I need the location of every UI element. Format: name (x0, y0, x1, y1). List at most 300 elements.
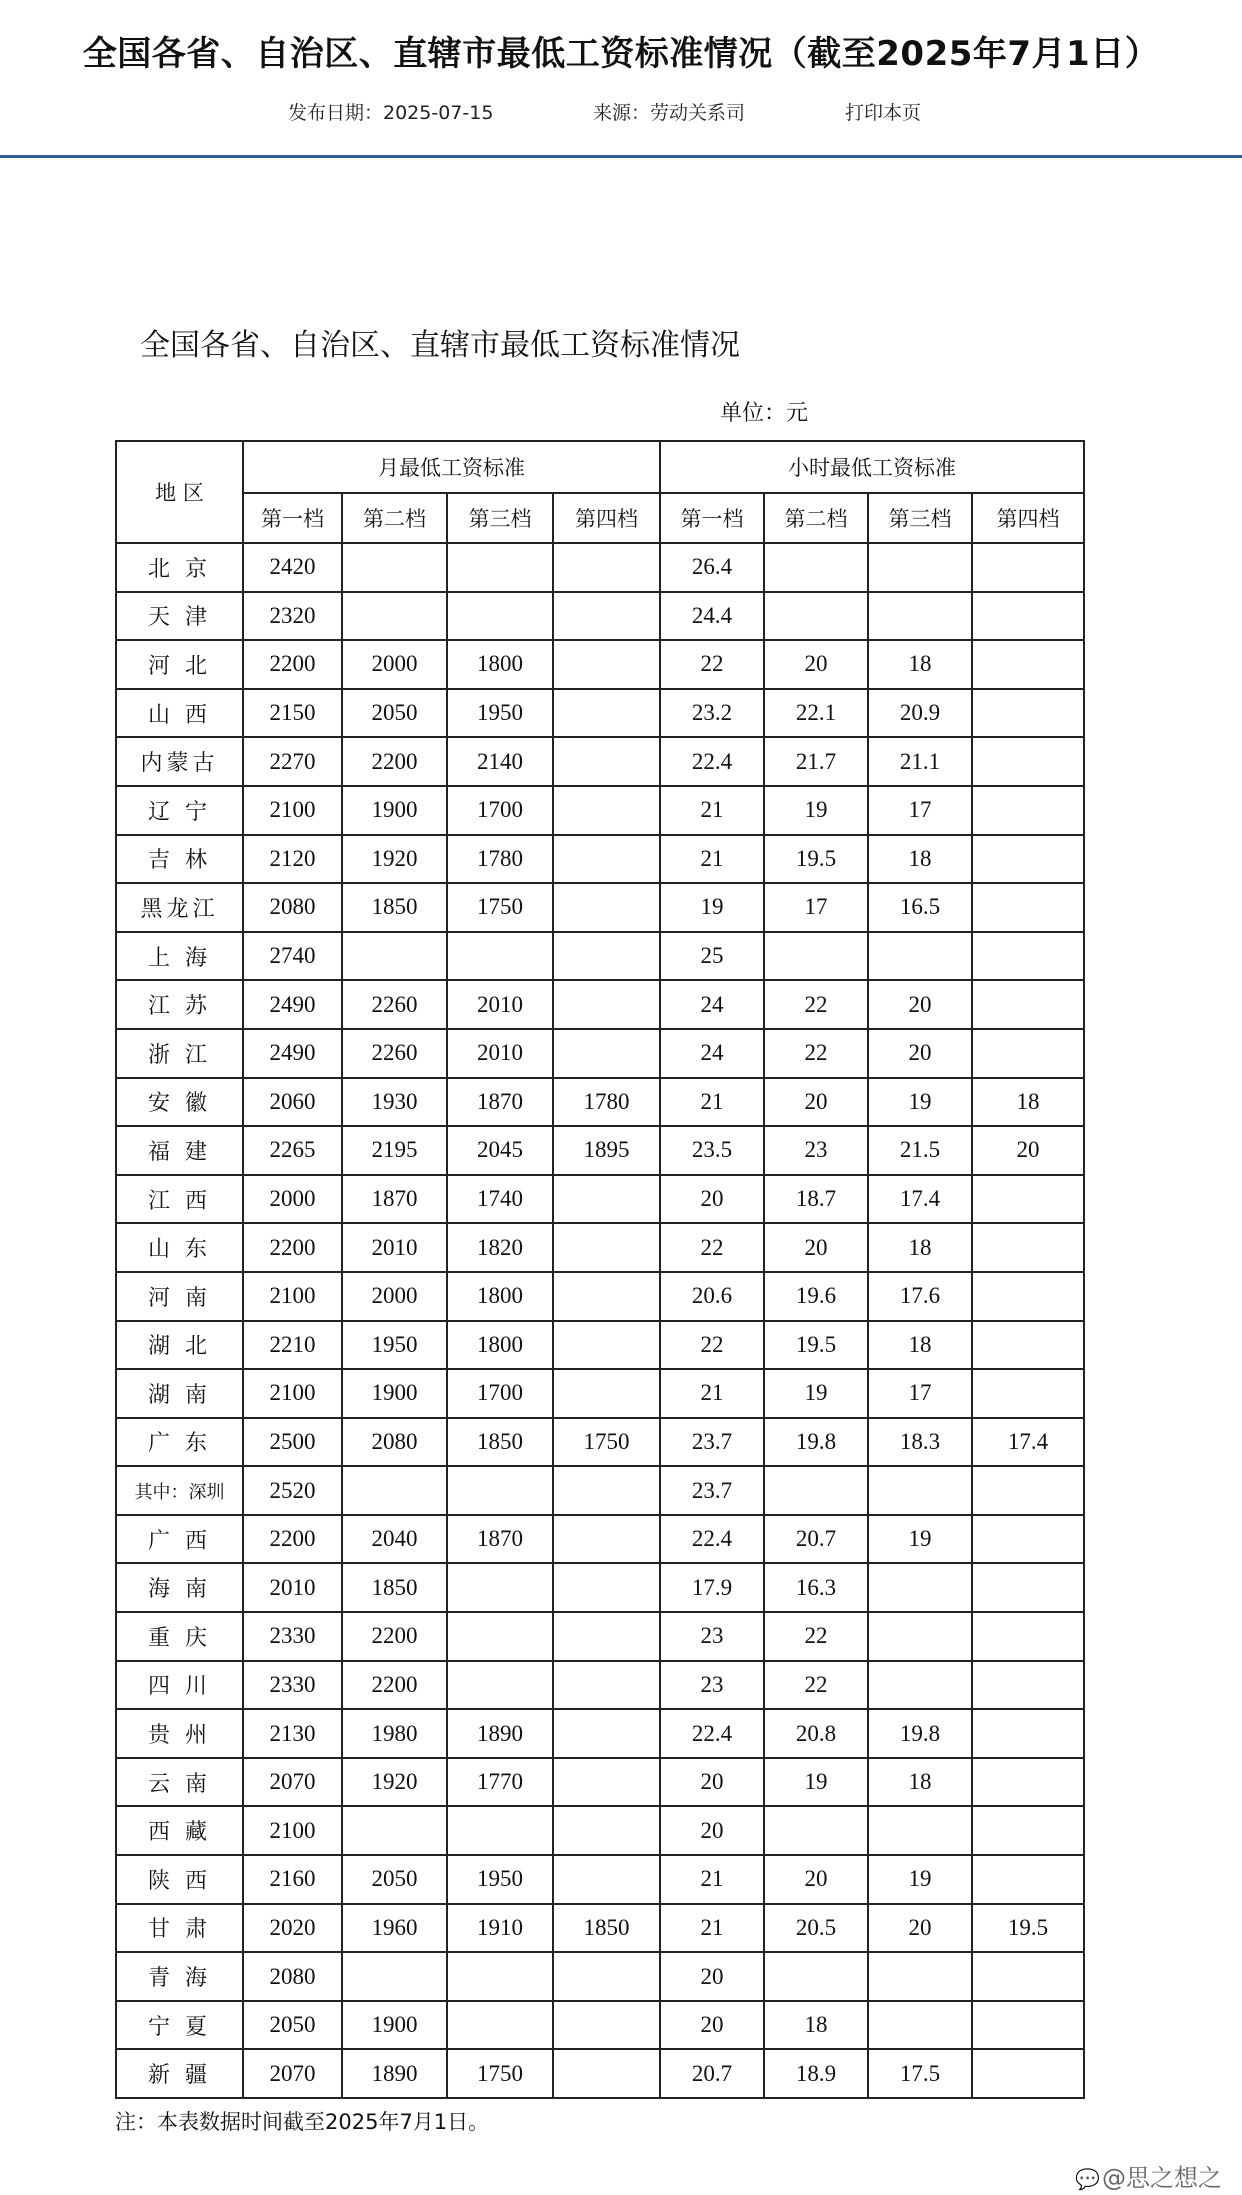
hourly-wage-cell (764, 1952, 868, 2001)
monthly-wage-cell: 2270 (243, 737, 342, 786)
hourly-wage-cell (972, 932, 1084, 981)
table-row (116, 737, 1084, 786)
monthly-wage-cell: 2000 (342, 640, 447, 689)
monthly-wage-cell (447, 1661, 553, 1710)
unit-label: 单位：元 (720, 401, 809, 426)
monthly-wage-cell (553, 2001, 660, 2050)
hourly-wage-cell (972, 1758, 1084, 1807)
hourly-wage-cell: 23 (660, 1612, 764, 1661)
monthly-wage-cell (447, 1466, 553, 1515)
hourly-wage-cell: 18 (868, 1758, 972, 1807)
region-cell: 上 海 (116, 932, 243, 981)
monthly-wage-cell: 2010 (243, 1563, 342, 1612)
monthly-wage-cell: 2080 (243, 1952, 342, 2001)
table-row (116, 1952, 1084, 2001)
region-cell: 江 西 (116, 1175, 243, 1224)
region-cell: 重 庆 (116, 1612, 243, 1661)
monthly-wage-cell (553, 2049, 660, 2098)
hourly-wage-cell: 21 (660, 835, 764, 884)
hourly-tier-3: 第三档 (868, 493, 972, 543)
monthly-wage-cell (553, 1612, 660, 1661)
monthly-wage-cell: 2045 (447, 1126, 553, 1175)
hourly-wage-cell (972, 737, 1084, 786)
hourly-wage-cell: 23.7 (660, 1466, 764, 1515)
region-cell: 安 徽 (116, 1078, 243, 1127)
region-cell: 内蒙古 (116, 737, 243, 786)
monthly-wage-cell: 2100 (243, 1272, 342, 1321)
hourly-wage-cell (764, 543, 868, 592)
monthly-wage-cell (447, 1612, 553, 1661)
monthly-wage-cell (553, 1272, 660, 1321)
table-row (116, 1078, 1084, 1127)
publish-date: 发布日期：2025-07-15 (288, 102, 494, 124)
hourly-wage-cell: 24.4 (660, 592, 764, 641)
monthly-wage-cell: 1800 (447, 1321, 553, 1370)
monthly-wage-cell: 2050 (243, 2001, 342, 2050)
hourly-wage-cell (972, 1515, 1084, 1564)
region-cell: 新 疆 (116, 2049, 243, 2098)
hourly-wage-cell: 16.3 (764, 1563, 868, 1612)
table-row (116, 592, 1084, 641)
hourly-wage-cell (868, 1563, 972, 1612)
table-row (116, 1612, 1084, 1661)
hourly-wage-cell: 22.4 (660, 737, 764, 786)
hourly-wage-cell: 21.5 (868, 1126, 972, 1175)
hourly-wage-cell (764, 932, 868, 981)
region-cell: 黑龙江 (116, 883, 243, 932)
monthly-wage-cell: 1950 (447, 689, 553, 738)
hourly-wage-cell (972, 1661, 1084, 1710)
table-row (116, 1806, 1084, 1855)
hourly-tier-4: 第四档 (972, 493, 1084, 543)
region-cell: 湖 南 (116, 1369, 243, 1418)
monthly-wage-cell: 1950 (342, 1321, 447, 1370)
hourly-wage-cell (972, 1223, 1084, 1272)
hourly-wage-cell: 17 (868, 786, 972, 835)
hourly-wage-cell: 19 (868, 1855, 972, 1904)
region-cell: 其中：深圳 (116, 1466, 243, 1515)
minimum-wage-table (115, 440, 1085, 2099)
tier-header-row (116, 493, 1084, 543)
monthly-wage-cell: 1740 (447, 1175, 553, 1224)
table-row (116, 1126, 1084, 1175)
table-row (116, 1369, 1084, 1418)
monthly-wage-cell (553, 1855, 660, 1904)
hourly-wage-cell: 17.4 (868, 1175, 972, 1224)
hourly-wage-cell: 20 (660, 1758, 764, 1807)
table-row (116, 2049, 1084, 2098)
monthly-wage-cell: 2265 (243, 1126, 342, 1175)
monthly-wage-cell: 1920 (342, 835, 447, 884)
monthly-tier-3: 第三档 (447, 493, 553, 543)
hourly-wage-cell: 20.6 (660, 1272, 764, 1321)
hourly-wage-cell: 22 (660, 1321, 764, 1370)
hourly-wage-cell (972, 1321, 1084, 1370)
hourly-wage-cell (972, 1272, 1084, 1321)
hourly-wage-cell: 24 (660, 980, 764, 1029)
monthly-wage-cell (553, 1466, 660, 1515)
monthly-wage-cell: 1750 (447, 883, 553, 932)
page-header (0, 0, 1242, 158)
monthly-wage-cell (553, 592, 660, 641)
hourly-wage-cell (868, 1612, 972, 1661)
hourly-wage-cell: 22 (764, 1612, 868, 1661)
hourly-wage-cell: 20.8 (764, 1709, 868, 1758)
hourly-wage-cell (868, 1661, 972, 1710)
hourly-wage-cell: 20 (660, 2001, 764, 2050)
monthly-wage-cell (553, 1369, 660, 1418)
monthly-wage-cell (342, 1952, 447, 2001)
monthly-wage-cell: 2260 (342, 1029, 447, 1078)
hourly-wage-cell (972, 835, 1084, 884)
hourly-wage-cell: 17.5 (868, 2049, 972, 2098)
table-body (116, 543, 1084, 2098)
monthly-wage-cell (553, 1758, 660, 1807)
hourly-wage-cell: 16.5 (868, 883, 972, 932)
hourly-wage-cell: 21.7 (764, 737, 868, 786)
monthly-wage-cell: 2010 (342, 1223, 447, 1272)
hourly-wage-cell: 21 (660, 1078, 764, 1127)
hourly-wage-cell (868, 932, 972, 981)
hourly-wage-cell (868, 1466, 972, 1515)
region-cell: 河 南 (116, 1272, 243, 1321)
hourly-wage-cell (868, 2001, 972, 2050)
monthly-wage-cell (342, 932, 447, 981)
monthly-wage-cell: 1950 (447, 1855, 553, 1904)
monthly-wage-cell: 2200 (243, 640, 342, 689)
monthly-wage-cell: 1870 (447, 1078, 553, 1127)
hourly-wage-cell: 20 (972, 1126, 1084, 1175)
monthly-wage-cell: 2010 (447, 1029, 553, 1078)
monthly-wage-cell: 1895 (553, 1126, 660, 1175)
table-row (116, 1418, 1084, 1467)
region-cell: 吉 林 (116, 835, 243, 884)
hourly-wage-cell: 22.4 (660, 1515, 764, 1564)
hourly-wage-cell: 21.1 (868, 737, 972, 786)
region-header: 地 区 (116, 441, 243, 543)
hourly-wage-cell: 19 (764, 1758, 868, 1807)
region-cell: 四 川 (116, 1661, 243, 1710)
table-row (116, 1321, 1084, 1370)
monthly-wage-cell (553, 689, 660, 738)
hourly-wage-cell: 21 (660, 786, 764, 835)
hourly-wage-cell: 20 (764, 640, 868, 689)
monthly-wage-cell: 1910 (447, 1904, 553, 1953)
monthly-wage-cell: 2080 (342, 1418, 447, 1467)
monthly-wage-cell (447, 592, 553, 641)
table-row (116, 1563, 1084, 1612)
hourly-wage-cell: 19 (868, 1078, 972, 1127)
monthly-wage-cell: 1700 (447, 1369, 553, 1418)
monthly-wage-cell (553, 883, 660, 932)
hourly-wage-cell: 26.4 (660, 543, 764, 592)
region-cell: 江 苏 (116, 980, 243, 1029)
monthly-wage-cell: 2100 (243, 1369, 342, 1418)
monthly-wage-cell (553, 737, 660, 786)
monthly-wage-cell: 1900 (342, 786, 447, 835)
monthly-wage-cell (553, 1175, 660, 1224)
monthly-wage-cell (553, 1223, 660, 1272)
region-cell: 青 海 (116, 1952, 243, 2001)
hourly-wage-cell: 18.9 (764, 2049, 868, 2098)
hourly-wage-cell: 22 (764, 1661, 868, 1710)
hourly-wage-cell (972, 640, 1084, 689)
hourly-wage-cell: 20.9 (868, 689, 972, 738)
hourly-wage-cell (868, 1806, 972, 1855)
monthly-wage-cell (447, 2001, 553, 2050)
hourly-wage-cell (972, 980, 1084, 1029)
hourly-wage-cell: 19.5 (764, 835, 868, 884)
hourly-wage-cell (972, 1855, 1084, 1904)
monthly-wage-cell (553, 1709, 660, 1758)
region-cell: 河 北 (116, 640, 243, 689)
hourly-wage-cell (972, 1952, 1084, 2001)
monthly-wage-cell: 1980 (342, 1709, 447, 1758)
hourly-wage-cell (972, 689, 1084, 738)
monthly-wage-cell: 2070 (243, 1758, 342, 1807)
hourly-wage-cell: 18 (972, 1078, 1084, 1127)
monthly-wage-cell: 2130 (243, 1709, 342, 1758)
monthly-wage-cell (553, 1563, 660, 1612)
hourly-wage-cell (764, 1466, 868, 1515)
monthly-wage-cell: 2050 (342, 1855, 447, 1904)
monthly-wage-cell: 2040 (342, 1515, 447, 1564)
monthly-wage-cell: 1850 (447, 1418, 553, 1467)
region-cell: 山 东 (116, 1223, 243, 1272)
table-row (116, 1515, 1084, 1564)
monthly-wage-cell: 1700 (447, 786, 553, 835)
hourly-wage-cell: 19 (868, 1515, 972, 1564)
monthly-wage-cell (553, 1029, 660, 1078)
hourly-wage-cell: 17 (868, 1369, 972, 1418)
monthly-wage-cell: 2200 (342, 1661, 447, 1710)
hourly-wage-cell: 18 (868, 1321, 972, 1370)
region-cell: 天 津 (116, 592, 243, 641)
hourly-wage-cell (868, 543, 972, 592)
region-cell: 福 建 (116, 1126, 243, 1175)
region-cell: 海 南 (116, 1563, 243, 1612)
table-row (116, 689, 1084, 738)
hourly-wage-cell: 18.7 (764, 1175, 868, 1224)
region-cell: 山 西 (116, 689, 243, 738)
hourly-wage-cell: 23.7 (660, 1418, 764, 1467)
monthly-wage-cell: 1820 (447, 1223, 553, 1272)
hourly-wage-cell: 25 (660, 932, 764, 981)
monthly-tier-1: 第一档 (243, 493, 342, 543)
monthly-wage-cell (447, 932, 553, 981)
monthly-wage-cell: 2200 (342, 1612, 447, 1661)
table-row (116, 543, 1084, 592)
hourly-wage-cell: 20.7 (764, 1515, 868, 1564)
table-row (116, 2001, 1084, 2050)
hourly-wage-cell: 18 (868, 640, 972, 689)
monthly-tier-2: 第二档 (342, 493, 447, 543)
hourly-wage-cell (972, 883, 1084, 932)
region-cell: 浙 江 (116, 1029, 243, 1078)
monthly-wage-cell: 2330 (243, 1661, 342, 1710)
hourly-wage-cell: 22.4 (660, 1709, 764, 1758)
hourly-wage-cell (972, 786, 1084, 835)
hourly-wage-cell: 19 (764, 1369, 868, 1418)
monthly-wage-cell: 2050 (342, 689, 447, 738)
hourly-wage-cell (972, 1806, 1084, 1855)
table-row (116, 1272, 1084, 1321)
hourly-wage-cell: 20 (660, 1806, 764, 1855)
table-row (116, 980, 1084, 1029)
monthly-wage-cell: 1900 (342, 2001, 447, 2050)
hourly-wage-cell: 18.3 (868, 1418, 972, 1467)
monthly-wage-cell: 2150 (243, 689, 342, 738)
monthly-wage-cell (447, 1806, 553, 1855)
hourly-wage-cell: 19.8 (868, 1709, 972, 1758)
monthly-wage-cell: 2020 (243, 1904, 342, 1953)
hourly-wage-cell: 20 (868, 1904, 972, 1953)
monthly-wage-cell: 2120 (243, 835, 342, 884)
table-row (116, 1175, 1084, 1224)
monthly-wage-cell: 1870 (342, 1175, 447, 1224)
monthly-wage-cell: 2200 (243, 1515, 342, 1564)
monthly-wage-cell (553, 1952, 660, 2001)
monthly-wage-cell: 2490 (243, 1029, 342, 1078)
table-row (116, 835, 1084, 884)
hourly-wage-cell: 23.2 (660, 689, 764, 738)
monthly-wage-cell: 2200 (342, 737, 447, 786)
monthly-wage-cell: 1850 (553, 1904, 660, 1953)
monthly-wage-cell: 2100 (243, 786, 342, 835)
table-row (116, 640, 1084, 689)
monthly-wage-cell: 2000 (243, 1175, 342, 1224)
hourly-wage-cell (972, 1175, 1084, 1224)
hourly-wage-cell (972, 592, 1084, 641)
hourly-wage-cell (972, 2049, 1084, 2098)
page-title: 全国各省、自治区、直辖市最低工资标准情况（截至2025年7月1日） (82, 34, 1160, 74)
hourly-tier-1: 第一档 (660, 493, 764, 543)
monthly-wage-cell: 1900 (342, 1369, 447, 1418)
monthly-wage-cell: 2160 (243, 1855, 342, 1904)
hourly-wage-cell: 20 (764, 1855, 868, 1904)
table-row (116, 932, 1084, 981)
hourly-wage-cell: 21 (660, 1855, 764, 1904)
region-cell: 甘 肃 (116, 1904, 243, 1953)
hourly-wage-cell (972, 1709, 1084, 1758)
hourly-wage-cell: 22.1 (764, 689, 868, 738)
hourly-wage-cell: 19 (660, 883, 764, 932)
hourly-wage-cell: 24 (660, 1029, 764, 1078)
monthly-wage-cell (553, 640, 660, 689)
monthly-wage-cell (553, 786, 660, 835)
region-cell: 西 藏 (116, 1806, 243, 1855)
hourly-wage-cell: 22 (660, 1223, 764, 1272)
watermark-text: @思之想之 (1102, 2164, 1222, 2192)
hourly-wage-cell: 20 (868, 980, 972, 1029)
hourly-wage-cell (972, 543, 1084, 592)
monthly-wage-cell: 1930 (342, 1078, 447, 1127)
monthly-wage-cell: 2420 (243, 543, 342, 592)
monthly-wage-cell: 2100 (243, 1806, 342, 1855)
region-cell: 北 京 (116, 543, 243, 592)
hourly-wage-cell (972, 1563, 1084, 1612)
watermark (1075, 2158, 1222, 2193)
monthly-wage-cell: 1960 (342, 1904, 447, 1953)
monthly-wage-cell: 1780 (553, 1078, 660, 1127)
footnote: 注：本表数据时间截至2025年7月1日。 (115, 2110, 490, 2134)
monthly-wage-cell (342, 543, 447, 592)
table-row (116, 1758, 1084, 1807)
monthly-wage-cell: 2740 (243, 932, 342, 981)
monthly-wage-cell (447, 1563, 553, 1612)
monthly-wage-cell (553, 543, 660, 592)
chat-bubble-icon: 💬 (1075, 2167, 1100, 2191)
monthly-wage-cell (553, 980, 660, 1029)
monthly-wage-cell: 2500 (243, 1418, 342, 1467)
monthly-wage-cell: 1850 (342, 1563, 447, 1612)
monthly-wage-cell: 2070 (243, 2049, 342, 2098)
table-row (116, 786, 1084, 835)
monthly-wage-cell: 1890 (447, 1709, 553, 1758)
monthly-wage-cell: 1870 (447, 1515, 553, 1564)
monthly-wage-cell: 2000 (342, 1272, 447, 1321)
hourly-wage-cell (972, 2001, 1084, 2050)
table-row (116, 883, 1084, 932)
hourly-wage-cell: 20 (660, 1175, 764, 1224)
hourly-wage-cell: 17 (764, 883, 868, 932)
monthly-wage-cell: 1850 (342, 883, 447, 932)
monthly-wage-cell: 2140 (447, 737, 553, 786)
document-title: 全国各省、自治区、直辖市最低工资标准情况 (140, 328, 740, 363)
hourly-wage-cell (764, 1806, 868, 1855)
monthly-wage-cell: 2210 (243, 1321, 342, 1370)
print-page-link[interactable]: 打印本页 (845, 102, 922, 124)
monthly-wage-cell: 1750 (553, 1418, 660, 1467)
table-row (116, 1029, 1084, 1078)
hourly-wage-cell: 23 (660, 1661, 764, 1710)
source-label: 来源：劳动关系司 (593, 102, 746, 124)
monthly-header: 月最低工资标准 (243, 441, 660, 493)
hourly-wage-cell: 20 (660, 1952, 764, 2001)
table-row (116, 1709, 1084, 1758)
region-cell: 广 西 (116, 1515, 243, 1564)
monthly-wage-cell: 2195 (342, 1126, 447, 1175)
hourly-tier-2: 第二档 (764, 493, 868, 543)
monthly-wage-cell: 1890 (342, 2049, 447, 2098)
monthly-wage-cell: 2320 (243, 592, 342, 641)
hourly-wage-cell (972, 1369, 1084, 1418)
monthly-wage-cell (447, 543, 553, 592)
hourly-wage-cell: 21 (660, 1369, 764, 1418)
monthly-wage-cell (342, 1806, 447, 1855)
monthly-wage-cell (553, 1321, 660, 1370)
monthly-wage-cell: 2080 (243, 883, 342, 932)
region-cell: 贵 州 (116, 1709, 243, 1758)
hourly-header: 小时最低工资标准 (660, 441, 1084, 493)
hourly-wage-cell: 19.5 (972, 1904, 1084, 1953)
hourly-wage-cell: 22 (660, 640, 764, 689)
monthly-wage-cell: 2490 (243, 980, 342, 1029)
table-row (116, 1855, 1084, 1904)
monthly-wage-cell: 2060 (243, 1078, 342, 1127)
monthly-wage-cell: 1780 (447, 835, 553, 884)
monthly-wage-cell (342, 1466, 447, 1515)
region-cell: 广 东 (116, 1418, 243, 1467)
hourly-wage-cell: 17.6 (868, 1272, 972, 1321)
monthly-wage-cell (553, 932, 660, 981)
hourly-wage-cell: 19.5 (764, 1321, 868, 1370)
hourly-wage-cell (868, 592, 972, 641)
hourly-wage-cell: 17.4 (972, 1418, 1084, 1467)
hourly-wage-cell: 18 (764, 2001, 868, 2050)
table-row (116, 1466, 1084, 1515)
monthly-wage-cell: 1800 (447, 640, 553, 689)
